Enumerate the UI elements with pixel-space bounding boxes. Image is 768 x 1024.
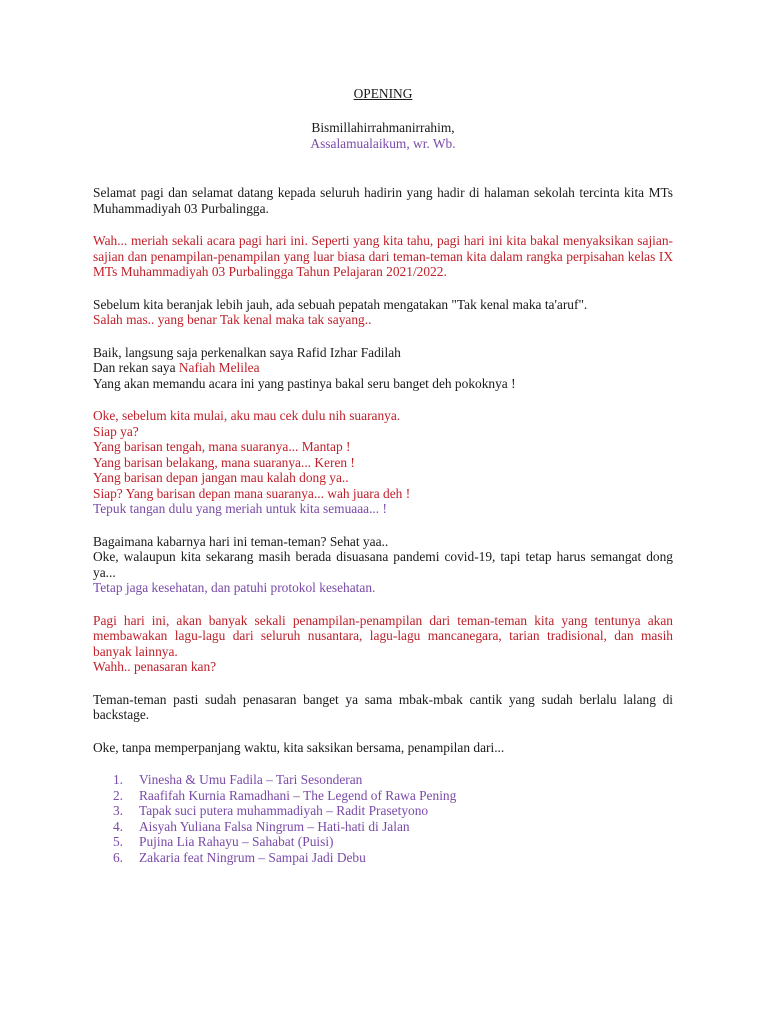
list-number: 4.	[112, 818, 123, 834]
list-number: 2.	[112, 787, 123, 803]
backstage-paragraph: Teman-teman pasti sudah penasaran banget ya sama mbak-mbak cantik yang sudah berlalu lalang di backstage.	[93, 691, 673, 722]
list-item-text: Raafifah Kurnia Ramadhani – The Legend of Rawa Pening	[139, 787, 457, 803]
list-item-text: Zakaria feat Ningrum – Sampai Jadi Debu	[139, 849, 366, 865]
sound-check-line: Yang barisan depan jangan mau kalah dong ya..	[93, 470, 349, 485]
list-item-text: Pujina Lia Rahayu – Sahabat (Puisi)	[139, 834, 334, 849]
list-item-text: Aisyah Yuliana Falsa Ningrum – Hati-hati di Jalan	[139, 818, 410, 834]
curious-line: Wahh.. penasaran kan?	[93, 659, 217, 674]
list-item	[93, 834, 673, 850]
list-item-text: Vinesha & Umu Fadila – Tari Sesonderan	[139, 772, 363, 787]
cohost-prefix: Dan rekan saya	[93, 360, 179, 375]
proverb-line: Sebelum kita beranjak lebih jauh, ada sebuah pepatah mengatakan "Tak kenal maka ta'aruf".	[93, 296, 588, 312]
sound-check-line: Siap ya?	[93, 423, 139, 439]
document-title: OPENING	[353, 86, 413, 101]
list-number: 6.	[112, 849, 123, 865]
pandemic-paragraph: Oke, walaupun kita sekarang masih berada disuasana pandemi covid-19, tapi tetap harus semangat dong ya...	[93, 549, 673, 580]
list-item	[93, 803, 673, 819]
performances-paragraph: Pagi hari ini, akan banyak sekali penampilan-penampilan dari teman-teman kita yang tentunya akan membawakan lagu-lagu dari seluruh nusantara, lagu-lagu mancanegara, tarian tradisional, dan masih banyak lainnya.	[93, 612, 673, 659]
list-number: 1.	[112, 772, 123, 787]
host-intro-line: Baik, langsung saja perkenalkan saya Rafid Izhar Fadilah	[93, 344, 401, 360]
cohost-line	[93, 360, 673, 376]
list-item	[93, 772, 673, 788]
lead-in-line: Oke, tanpa memperpanjang waktu, kita saksikan bersama, penampilan dari...	[93, 739, 505, 755]
greeting-bismillah: Bismillahirrahmanirrahim,	[311, 120, 455, 135]
document-page	[93, 86, 673, 865]
event-paragraph: Wah... meriah sekali acara pagi hari ini. Seperti yang kita tahu, pagi hari ini kita bakal menyaksikan sajian-sajian dan penampilan-penampilan yang luar biasa dari teman-teman kita dalam rangka perpisahan kelas IX MTs Muhammadiyah 03 Purbalingga Tahun Pelajaran 2021/2022.	[93, 233, 673, 279]
sound-check-line: Siap? Yang barisan depan mana suaranya... wah juara deh !	[93, 485, 411, 501]
greeting-salam: Assalamualaikum, wr. Wb.	[310, 135, 456, 151]
health-question: Bagaimana kabarnya hari ini teman-teman? Sehat yaa..	[93, 533, 389, 549]
list-item	[93, 788, 673, 804]
performance-list	[93, 772, 673, 865]
welcome-paragraph: Selamat pagi dan selamat datang kepada seluruh hadirin yang hadir di halaman sekolah tercinta kita MTs Muhammadiyah 03 Purbalingga.	[93, 185, 673, 216]
list-item	[93, 819, 673, 835]
applause-line: Tepuk tangan dulu yang meriah untuk kita semuaaa... !	[93, 501, 387, 516]
list-number: 3.	[112, 803, 123, 818]
cohost-name: Nafiah Melilea	[178, 360, 260, 375]
health-reminder: Tetap jaga kesehatan, dan patuhi protokol kesehatan.	[93, 580, 376, 595]
sound-check-line: Yang barisan belakang, mana suaranya... Keren !	[93, 454, 355, 470]
list-item	[93, 850, 673, 866]
host-closing-line: Yang akan memandu acara ini yang pastinya bakal seru banget deh pokoknya !	[93, 375, 516, 391]
list-number: 5.	[112, 834, 123, 849]
sound-check-line: Yang barisan tengah, mana suaranya... Mantap !	[93, 439, 351, 454]
sound-check-line: Oke, sebelum kita mulai, aku mau cek dulu nih suaranya.	[93, 408, 401, 423]
proverb-correction: Salah mas.. yang benar Tak kenal maka tak sayang..	[93, 312, 372, 327]
list-item-text: Tapak suci putera muhammadiyah – Radit Prasetyono	[139, 803, 429, 818]
